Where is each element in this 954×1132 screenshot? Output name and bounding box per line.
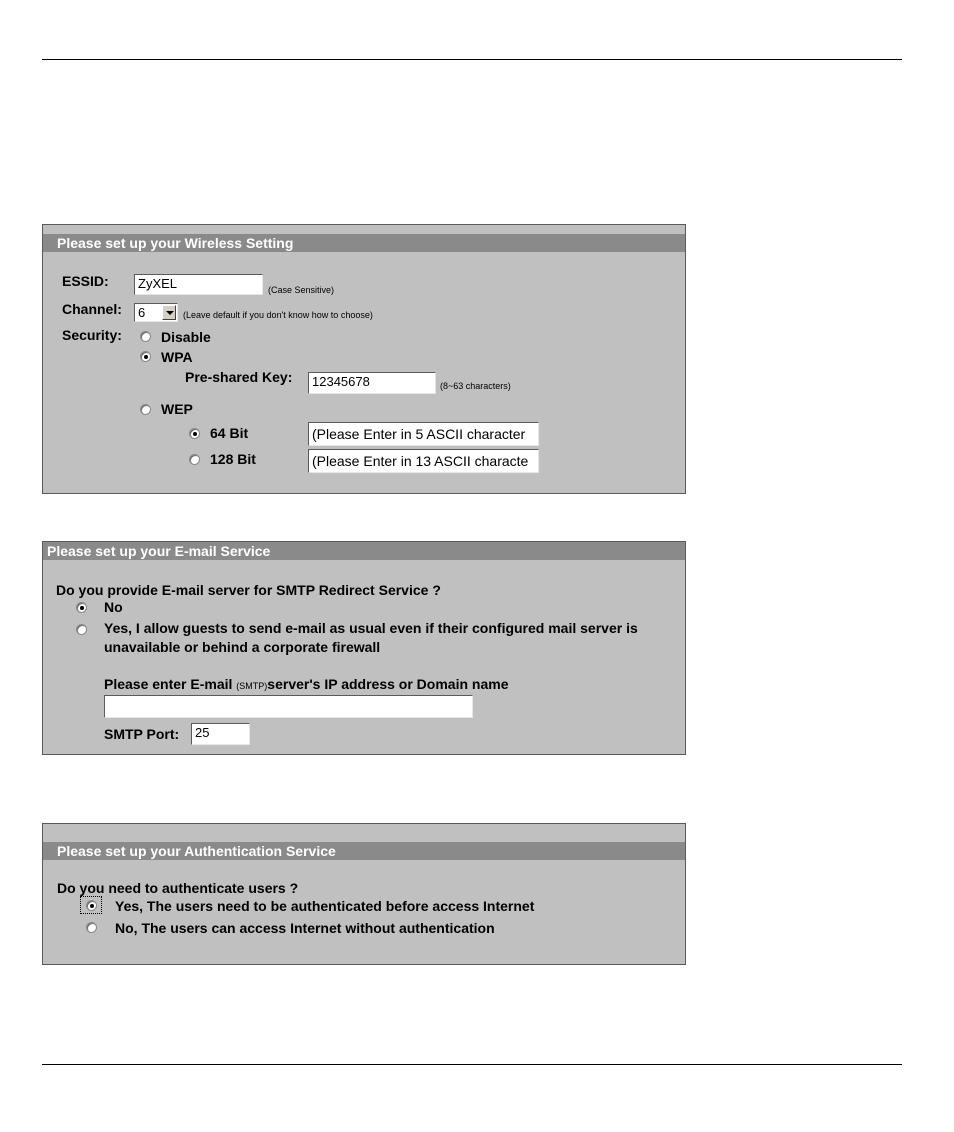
smtp-server-label	[104, 676, 508, 692]
preshared-key-input[interactable]: 12345678	[308, 372, 436, 394]
channel-select[interactable]	[134, 303, 178, 322]
auth-yes-label: Yes, The users need to be authenticated before access Internet	[115, 898, 535, 914]
preshared-key-hint: (8~63 characters)	[440, 381, 511, 391]
preshared-key-label: Pre-shared Key:	[185, 369, 293, 385]
email-question: Do you provide E-mail server for SMTP Redirect Service ?	[56, 582, 441, 598]
essid-input[interactable]: ZyXEL	[134, 274, 263, 295]
email-service-title: Please set up your E-mail Service	[43, 542, 685, 560]
security-wpa-label: WPA	[161, 349, 193, 365]
channel-hint: (Leave default if you don't know how to choose)	[183, 310, 373, 320]
smtp-server-label-small: (SMTP)	[236, 681, 268, 691]
auth-yes-radio[interactable]	[86, 900, 97, 911]
wireless-setting-title: Please set up your Wireless Setting	[43, 234, 685, 252]
auth-question: Do you need to authenticate users ?	[57, 880, 299, 896]
email-no-radio[interactable]	[76, 602, 87, 613]
chevron-down-icon[interactable]	[162, 305, 176, 320]
email-service-panel	[42, 541, 686, 755]
smtp-server-label-a: Please enter E-mail	[104, 676, 237, 692]
essid-label: ESSID:	[62, 273, 109, 289]
auth-no-radio[interactable]	[86, 922, 97, 933]
authentication-service-panel	[42, 823, 686, 965]
bottom-rule	[42, 1064, 902, 1065]
essid-hint: (Case Sensitive)	[268, 285, 335, 295]
channel-select-value: 6	[138, 305, 146, 320]
wireless-setting-panel	[42, 224, 686, 494]
authentication-service-title: Please set up your Authentication Service	[43, 842, 685, 860]
smtp-server-input[interactable]	[104, 695, 473, 718]
smtp-port-input[interactable]: 25	[191, 723, 250, 745]
auth-no-label: No, The users can access Internet without authentication	[115, 920, 495, 936]
wep-128bit-radio[interactable]	[189, 454, 200, 465]
wep-64bit-key-input[interactable]: (Please Enter in 5 ASCII character	[308, 422, 539, 446]
smtp-server-label-b: server's IP address or Domain name	[267, 676, 509, 692]
email-no-label: No	[104, 599, 123, 615]
email-yes-label-line2: unavailable or behind a corporate firewall	[104, 639, 381, 655]
security-wep-label: WEP	[161, 401, 193, 417]
channel-label: Channel:	[62, 301, 122, 317]
email-yes-radio[interactable]	[76, 624, 87, 635]
security-disable-label: Disable	[161, 329, 211, 345]
security-wpa-radio[interactable]	[140, 351, 151, 362]
security-wep-radio[interactable]	[140, 404, 151, 415]
security-disable-radio[interactable]	[140, 331, 151, 342]
email-yes-label-line1: Yes, I allow guests to send e-mail as usual even if their configured mail server is	[104, 620, 638, 636]
smtp-port-label: SMTP Port:	[104, 726, 180, 742]
wep-64bit-label: 64 Bit	[210, 425, 249, 441]
top-rule	[42, 59, 902, 60]
wep-128bit-label: 128 Bit	[210, 451, 256, 467]
security-label: Security:	[62, 327, 122, 343]
wep-128bit-key-input[interactable]: (Please Enter in 13 ASCII characte	[308, 449, 539, 473]
wep-64bit-radio[interactable]	[189, 428, 200, 439]
